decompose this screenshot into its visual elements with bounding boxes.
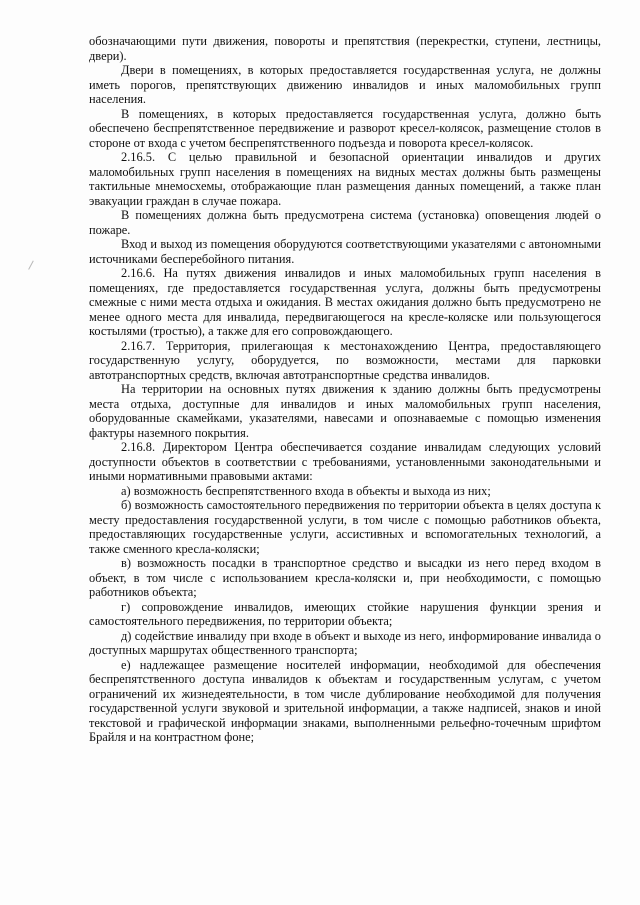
paragraph-rest-places: На территории на основных путях движения к зданию должны быть предусмотрены места отдыха, доступные для инвалидов и иных маломобильных групп населения, оборудованные скамейками, указателями, навесами и опознаваемые с помощью изменения фактуры наземного покрытия. bbox=[89, 382, 601, 440]
paragraph-doors: Двери в помещениях, в которых предоставляется государственная услуга, не должны иметь порогов, препятствующих движению инвалидов и иных маломобильных групп населения. bbox=[89, 63, 601, 106]
list-item-e: е) надлежащее размещение носителей информации, необходимой для обеспечения беспрепятственного доступа инвалидов к объектам и государственным услугам, с учетом ограничений их жизнедеятельности, в том числе дублирование необходимой для получения государственной услуги звуковой и зрительной информации, а также надписей, знаков и иной текстовой и графической информации знаками, выполненными рельефно-точечным шрифтом Брайля и на контрастном фоне; bbox=[89, 657, 601, 744]
paragraph-entrance-exit: Вход и выход из помещения оборудуются соответствующими указателями с автономными источниками бесперебойного питания. bbox=[89, 237, 601, 266]
list-item-d: д) содействие инвалиду при входе в объект и выходе из него, информирование инвалида о доступных маршрутах общественного транспорта; bbox=[89, 628, 601, 657]
list-item-a: а) возможность беспрепятственного входа в объекты и выхода из них; bbox=[121, 483, 491, 498]
paragraph-wheelchair-movement: В помещениях, в которых предоставляется государственная услуга, должно быть обеспечено беспрепятственное передвижение и разворот кресел-колясок, размещение столов в стороне от входа с учетом беспрепятственного подъезда и поворота кресел-колясок. bbox=[89, 106, 601, 150]
list-item-b: б) возможность самостоятельного передвижения по территории объекта в целях доступа к месту предоставления государственной услуги, в том числе с помощью работников объекта, предоставляющих государственные услуги, ассистивных и вспомогательных технологий, а также сменного кресла-коляски; bbox=[89, 498, 601, 556]
paragraph-continuation: обозначающими пути движения, повороты и препятствия (перекрестки, ступени, лестницы, двери). bbox=[89, 34, 601, 63]
list-item-g: г) сопровождение инвалидов, имеющих стойкие нарушения функции зрения и самостоятельного передвижения, по территории объекта; bbox=[89, 599, 601, 628]
paragraph-fire-alarm: В помещениях должна быть предусмотрена система (установка) оповещения людей о пожаре. bbox=[89, 208, 601, 237]
list-item-v: в) возможность посадки в транспортное средство и высадки из него перед входом в объект, в том числе с использованием кресла-коляски и, при необходимости, с помощью работников объекта; bbox=[89, 556, 601, 599]
paragraph-2-16-5: 2.16.5. С целью правильной и безопасной ориентации инвалидов и других маломобильных групп населения в помещениях на видных местах должны быть размещены тактильные мнемосхемы, отображающие план размещения данных помещений, а также план эвакуации граждан в случае пожара. bbox=[89, 150, 601, 208]
paragraph-2-16-7: 2.16.7. Территория, прилегающая к местонахождению Центра, предоставляющего государственную услугу, оборудуется, по возможности, местами для парковки автотранспортных средств, включая автотранспортные средства инвалидов. bbox=[89, 338, 601, 382]
paragraph-2-16-6: 2.16.6. На путях движения инвалидов и иных маломобильных групп населения в помещениях, где предоставляется государственная услуга, должны быть предусмотрены смежные с ними места отдыха и ожидания. В местах ожидания должно быть предусмотрено не менее одного места для инвалида, передвигающегося на кресле-коляске или пользующегося костылями (тростью), а также для его сопровождающего. bbox=[89, 266, 601, 338]
scan-artifact-mark bbox=[28, 260, 41, 273]
document-body bbox=[89, 34, 601, 745]
paragraph-2-16-8: 2.16.8. Директором Центра обеспечивается создание инвалидам следующих условий доступности объектов в соответствии с требованиями, установленными законодательными и иными нормативными правовыми актами: bbox=[89, 440, 601, 483]
